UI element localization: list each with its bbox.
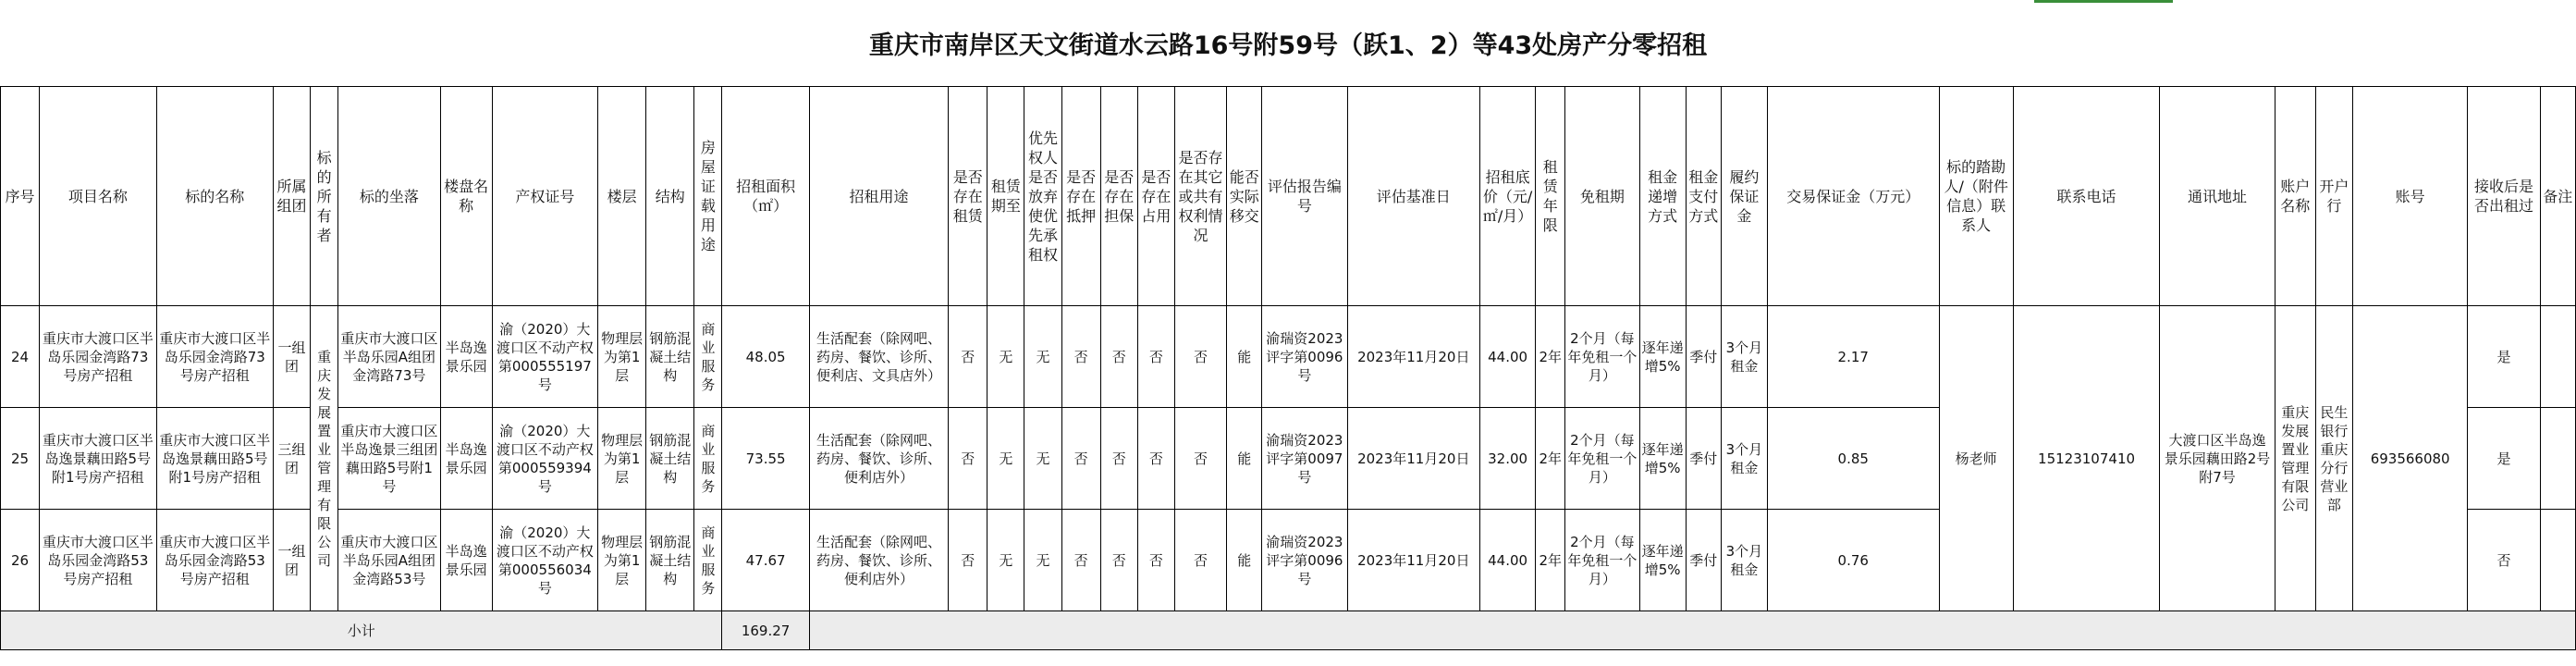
col-header: 交易保证金（万元） — [1767, 87, 1939, 306]
cell-occupied: 否 — [1137, 510, 1174, 611]
cell-project: 重庆市大渡口区半岛乐园金湾路73号房产招租 — [40, 306, 156, 408]
cell-contact: 杨老师 — [1939, 306, 2013, 611]
cell-mortgage: 否 — [1061, 408, 1100, 510]
cell-lease-until: 无 — [987, 306, 1024, 408]
col-header: 租赁期至 — [987, 87, 1024, 306]
cell-floor: 物理层为第1层 — [598, 408, 646, 510]
cell-structure: 钢筋混凝土结构 — [646, 408, 694, 510]
cell-target: 重庆市大渡口区半岛逸景藕田路5号附1号房产招租 — [156, 408, 273, 510]
col-header: 评估基准日 — [1347, 87, 1479, 306]
cell-priority: 无 — [1024, 306, 1061, 408]
page-title: 重庆市南岸区天文街道水云路16号附59号（跃1、2）等43处房产分零招租 — [868, 31, 1708, 60]
col-header: 所属组团 — [273, 87, 310, 306]
cell-lease-exists: 否 — [949, 306, 987, 408]
cell-priority: 无 — [1024, 408, 1061, 510]
cell-perf-deposit: 3个月租金 — [1721, 510, 1767, 611]
cell-base-date: 2023年11月20日 — [1347, 306, 1479, 408]
cell-project: 重庆市大渡口区半岛逸景藕田路5号附1号房产招租 — [40, 408, 156, 510]
cell-lease-until: 无 — [987, 510, 1024, 611]
cell-bank: 民生银行重庆分行营业部 — [2315, 306, 2352, 611]
cell-lease-until: 无 — [987, 408, 1024, 510]
cell-structure: 钢筋混凝土结构 — [646, 510, 694, 611]
cell-area: 48.05 — [722, 306, 809, 408]
cell-trade-deposit: 0.76 — [1767, 510, 1939, 611]
cell-trade-deposit: 2.17 — [1767, 306, 1939, 408]
col-header: 结构 — [646, 87, 694, 306]
cell-report-no: 渝瑞资2023评字第0096号 — [1262, 510, 1347, 611]
cell-report-no: 渝瑞资2023评字第0096号 — [1262, 306, 1347, 408]
cell-payment: 季付 — [1686, 306, 1721, 408]
cell-perf-deposit: 3个月租金 — [1721, 306, 1767, 408]
cell-increase: 逐年递增5% — [1639, 306, 1686, 408]
cell-group: 一组团 — [273, 510, 310, 611]
col-header: 招租底价（元/㎡/月） — [1480, 87, 1536, 306]
cell-trade-deposit: 0.85 — [1767, 408, 1939, 510]
lease-table — [0, 86, 2576, 650]
table-row — [1, 306, 2576, 408]
cell-area: 73.55 — [722, 408, 809, 510]
cell-floor: 物理层为第1层 — [598, 510, 646, 611]
subtotal-label: 小计 — [1, 611, 722, 650]
cell-note — [2540, 306, 2575, 408]
cell-estate: 半岛逸景乐园 — [440, 408, 492, 510]
cell-lease-use: 生活配套（除网吧、药房、餐饮、诊所、便利店外） — [809, 510, 948, 611]
cell-area: 47.67 — [722, 510, 809, 611]
col-header: 是否存在占用 — [1137, 87, 1174, 306]
cell-other-rights: 否 — [1174, 408, 1226, 510]
cell-no: 25 — [1, 408, 40, 510]
cell-structure: 钢筋混凝土结构 — [646, 306, 694, 408]
cell-lease-use: 生活配套（除网吧、药房、餐饮、诊所、便利店、文具店外） — [809, 306, 948, 408]
col-header: 序号 — [1, 87, 40, 306]
cell-rented: 是 — [2468, 408, 2540, 510]
cell-other-rights: 否 — [1174, 306, 1226, 408]
cell-location: 重庆市大渡口区半岛乐园A组团金湾路53号 — [338, 510, 440, 611]
cell-occupied: 否 — [1137, 408, 1174, 510]
cell-priority: 无 — [1024, 510, 1061, 611]
col-header: 联系电话 — [2013, 87, 2160, 306]
cell-occupied: 否 — [1137, 306, 1174, 408]
subtotal-row — [1, 611, 2576, 650]
cell-base-date: 2023年11月20日 — [1347, 510, 1479, 611]
col-header: 楼层 — [598, 87, 646, 306]
col-header: 房屋证载用途 — [694, 87, 722, 306]
cell-cert: 渝（2020）大渡口区不动产权第000556034号 — [492, 510, 597, 611]
col-header: 招租用途 — [809, 87, 948, 306]
cell-cert: 渝（2020）大渡口区不动产权第000555197号 — [492, 306, 597, 408]
cell-free: 2个月（每年免租一个月） — [1565, 408, 1639, 510]
cell-account-name: 重庆发展置业管理有限公司 — [2275, 306, 2315, 611]
col-header: 标的坐落 — [338, 87, 440, 306]
cell-estate: 半岛逸景乐园 — [440, 510, 492, 611]
col-header: 租赁年限 — [1536, 87, 1565, 306]
col-header: 是否存在担保 — [1100, 87, 1137, 306]
cell-guarantee: 否 — [1100, 408, 1137, 510]
cell-lease-use: 生活配套（除网吧、药房、餐饮、诊所、便利店外） — [809, 408, 948, 510]
cell-guarantee: 否 — [1100, 306, 1137, 408]
col-header: 优先权人是否放弃使优先承租权 — [1024, 87, 1061, 306]
cell-estate: 半岛逸景乐园 — [440, 306, 492, 408]
cell-phone: 15123107410 — [2013, 306, 2160, 611]
cell-perf-deposit: 3个月租金 — [1721, 408, 1767, 510]
cell-free: 2个月（每年免租一个月） — [1565, 306, 1639, 408]
cell-target: 重庆市大渡口区半岛乐园金湾路53号房产招租 — [156, 510, 273, 611]
cell-lease-exists: 否 — [949, 408, 987, 510]
cell-no: 24 — [1, 306, 40, 408]
col-header: 通讯地址 — [2160, 87, 2275, 306]
cell-rented: 是 — [2468, 306, 2540, 408]
cell-target: 重庆市大渡口区半岛乐园金湾路73号房产招租 — [156, 306, 273, 408]
cell-usage: 商业服务 — [694, 510, 722, 611]
col-header: 备注 — [2540, 87, 2575, 306]
cell-increase: 逐年递增5% — [1639, 408, 1686, 510]
cell-account: 693566080 — [2352, 306, 2467, 611]
cell-note — [2540, 510, 2575, 611]
cell-price: 32.00 — [1480, 408, 1536, 510]
cell-payment: 季付 — [1686, 408, 1721, 510]
cell-free: 2个月（每年免租一个月） — [1565, 510, 1639, 611]
col-header: 履约保证金 — [1721, 87, 1767, 306]
cell-owner: 重庆发展置业管理有限公司 — [311, 306, 338, 611]
col-header: 标的踏勘人/（附件信息）联系人 — [1939, 87, 2013, 306]
col-header: 账户名称 — [2275, 87, 2315, 306]
cell-years: 2年 — [1536, 510, 1565, 611]
cell-rented: 否 — [2468, 510, 2540, 611]
col-header: 开户行 — [2315, 87, 2352, 306]
cell-project: 重庆市大渡口区半岛乐园金湾路53号房产招租 — [40, 510, 156, 611]
cell-report-no: 渝瑞资2023评字第0097号 — [1262, 408, 1347, 510]
col-header: 接收后是否出租过 — [2468, 87, 2540, 306]
col-header: 能否实际移交 — [1227, 87, 1262, 306]
cell-group: 一组团 — [273, 306, 310, 408]
col-header: 租金支付方式 — [1686, 87, 1721, 306]
col-header: 招租面积（㎡） — [722, 87, 809, 306]
col-header: 产权证号 — [492, 87, 597, 306]
cell-group: 三组团 — [273, 408, 310, 510]
col-header: 项目名称 — [40, 87, 156, 306]
col-header: 账号 — [2352, 87, 2467, 306]
col-header: 标的所有者 — [311, 87, 338, 306]
col-header: 租金递增方式 — [1639, 87, 1686, 306]
cell-cert: 渝（2020）大渡口区不动产权第000559394号 — [492, 408, 597, 510]
cell-location: 重庆市大渡口区半岛逸景三组团藕田路5号附1号 — [338, 408, 440, 510]
header-row — [1, 87, 2576, 306]
cell-floor: 物理层为第1层 — [598, 306, 646, 408]
cell-transfer: 能 — [1227, 306, 1262, 408]
cell-transfer: 能 — [1227, 408, 1262, 510]
col-header: 免租期 — [1565, 87, 1639, 306]
cell-transfer: 能 — [1227, 510, 1262, 611]
col-header: 是否存在其它或共有权利情况 — [1174, 87, 1226, 306]
cell-note — [2540, 408, 2575, 510]
cell-mortgage: 否 — [1061, 510, 1100, 611]
cell-payment: 季付 — [1686, 510, 1721, 611]
cell-mortgage: 否 — [1061, 306, 1100, 408]
cell-address: 大渡口区半岛逸景乐园藕田路2号附7号 — [2160, 306, 2275, 611]
col-header: 标的名称 — [156, 87, 273, 306]
cell-price: 44.00 — [1480, 510, 1536, 611]
cell-years: 2年 — [1536, 306, 1565, 408]
col-header: 是否存在租赁 — [949, 87, 987, 306]
cell-usage: 商业服务 — [694, 408, 722, 510]
cell-guarantee: 否 — [1100, 510, 1137, 611]
cell-no: 26 — [1, 510, 40, 611]
col-header: 是否存在抵押 — [1061, 87, 1100, 306]
col-header: 楼盘名称 — [440, 87, 492, 306]
cell-base-date: 2023年11月20日 — [1347, 408, 1479, 510]
cell-lease-exists: 否 — [949, 510, 987, 611]
cell-other-rights: 否 — [1174, 510, 1226, 611]
subtotal-rest — [809, 611, 2575, 650]
cell-increase: 逐年递增5% — [1639, 510, 1686, 611]
cell-location: 重庆市大渡口区半岛乐园A组团金湾路73号 — [338, 306, 440, 408]
cell-price: 44.00 — [1480, 306, 1536, 408]
col-header: 评估报告编号 — [1262, 87, 1347, 306]
cell-years: 2年 — [1536, 408, 1565, 510]
cell-usage: 商业服务 — [694, 306, 722, 408]
subtotal-area: 169.27 — [722, 611, 809, 650]
